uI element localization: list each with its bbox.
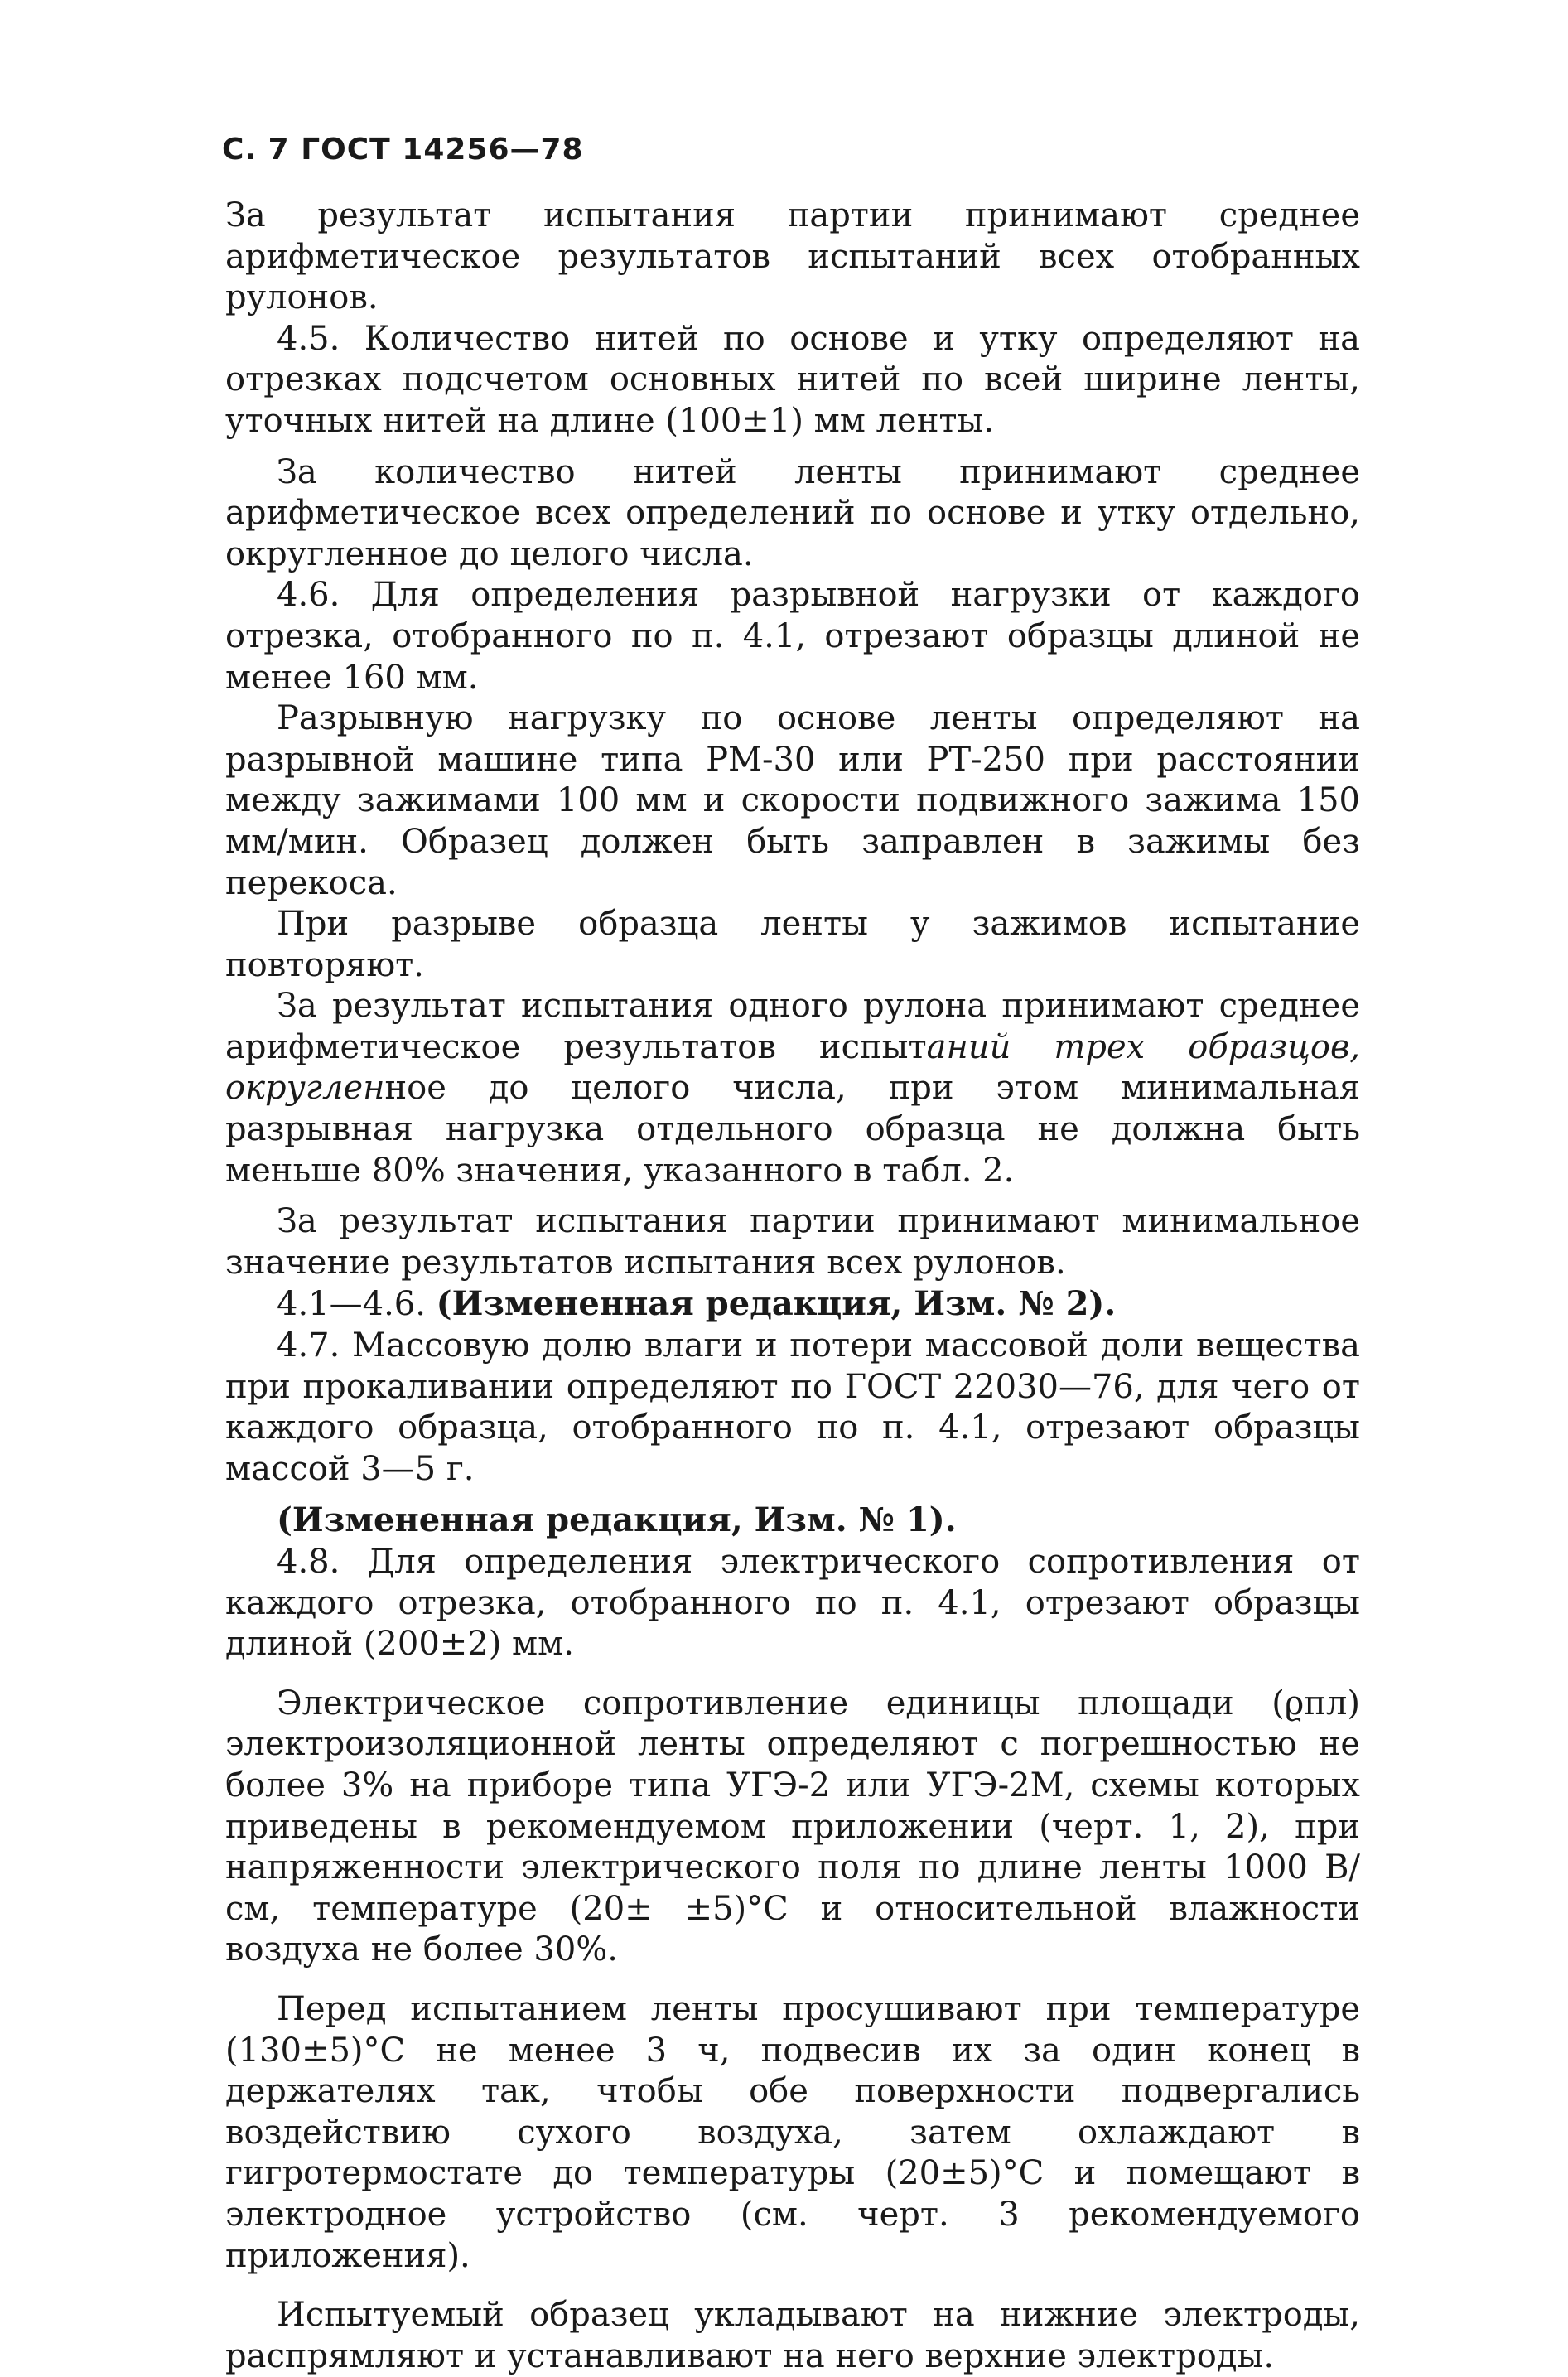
amendment-note (225, 1283, 1360, 1326)
paragraph: Разрывную нагрузку по основе ленты определяют на разрывной машине типа РМ-30 или РТ-250 при расстоянии между зажимами 100 мм и скорости подвижного зажима 150 мм/мин. Образец должен быть заправлен в зажимы без перекоса. (225, 699, 1360, 902)
document-body (225, 196, 1360, 2377)
paragraph-4-6: 4.6. Для определения разрывной нагрузки от каждого отрезка, отобранного по п. 4.1, отрезают образцы длиной не менее 160 мм. (225, 576, 1360, 697)
text-run: ное до целого числа, при этом минимальная разрывная нагрузка отдельного образца не должна быть меньше 80% значения, указанного в табл. 2. (225, 1069, 1360, 1190)
paragraph (225, 986, 1360, 1191)
text-run-italic: аний трех образцов, округлен (225, 1027, 1360, 1108)
text-run: За результат испытания одного рулона принимают среднее арифметическое результатов испыт (225, 987, 1360, 1066)
paragraph: За результат испытания партии принимают минимальное значение результатов испытания всех рулонов. (225, 1202, 1360, 1282)
paragraph: При разрыве образца ленты у зажимов испытание повторяют. (225, 905, 1360, 984)
amendment-label: (Измененная редакция, Изм. № 1). (277, 1500, 957, 1540)
paragraph: За количество нитей ленты принимают среднее арифметическое всех определений по основе и утку отдельно, округленное до целого числа. (225, 452, 1360, 573)
amendment-note (225, 1500, 1360, 1542)
paragraph-4-5: 4.5. Количество нитей по основе и утку определяют на отрезках подсчетом основных нитей по всей ширине ленты, уточных нитей на длине (100±1) мм ленты. (225, 319, 1360, 440)
clause-range: 4.1—4.6. (277, 1285, 437, 1324)
paragraph-4-8: 4.8. Для определения электрического сопротивления от каждого отрезка, отобранного по п. 4.1, отрезают образцы длиной (200±2) мм. (225, 1543, 1360, 1664)
page-header: С. 7 ГОСТ 14256—78 (222, 133, 584, 167)
paragraph-4-7: 4.7. Массовую долю влаги и потери массовой доли вещества при прокаливании определяют по ГОСТ 22030—76, для чего от каждого образца, отобранного по п. 4.1, отрезают образцы массой 3—5 г. (225, 1326, 1360, 1488)
amendment-label: (Измененная редакция, Изм. № 2). (436, 1284, 1117, 1324)
paragraph: Испытуемый образец укладывают на нижние электроды, распрямляют и устанавливают на него верхние электроды. (225, 2296, 1360, 2375)
paragraph: Электрическое сопротивление единицы площади (ϱпл) электроизоляционной ленты определяют с погрешностью не более 3% на приборе типа УГЭ-2 или УГЭ-2М, схемы которых приведены в рекомендуемом приложении (черт. 1, 2), при напряженности электрического поля по длине ленты 1000 В/см, температуре (20± ±5)°С и относительной влажности воздуха не более 30%. (225, 1684, 1360, 1969)
paragraph: За результат испытания партии принимают среднее арифметическое результатов испытаний всех отобранных рулонов. (225, 196, 1360, 317)
paragraph: Перед испытанием ленты просушивают при температуре (130±5)°С не менее 3 ч, подвесив их за один конец в держателях так, чтобы обе поверхности подвергались воздействию сухого воздуха, затем охлаждают в гигротермостате до температуры (20±5)°С и помещают в электродное устройство (см. черт. 3 рекомендуемого приложения). (225, 1989, 1360, 2275)
